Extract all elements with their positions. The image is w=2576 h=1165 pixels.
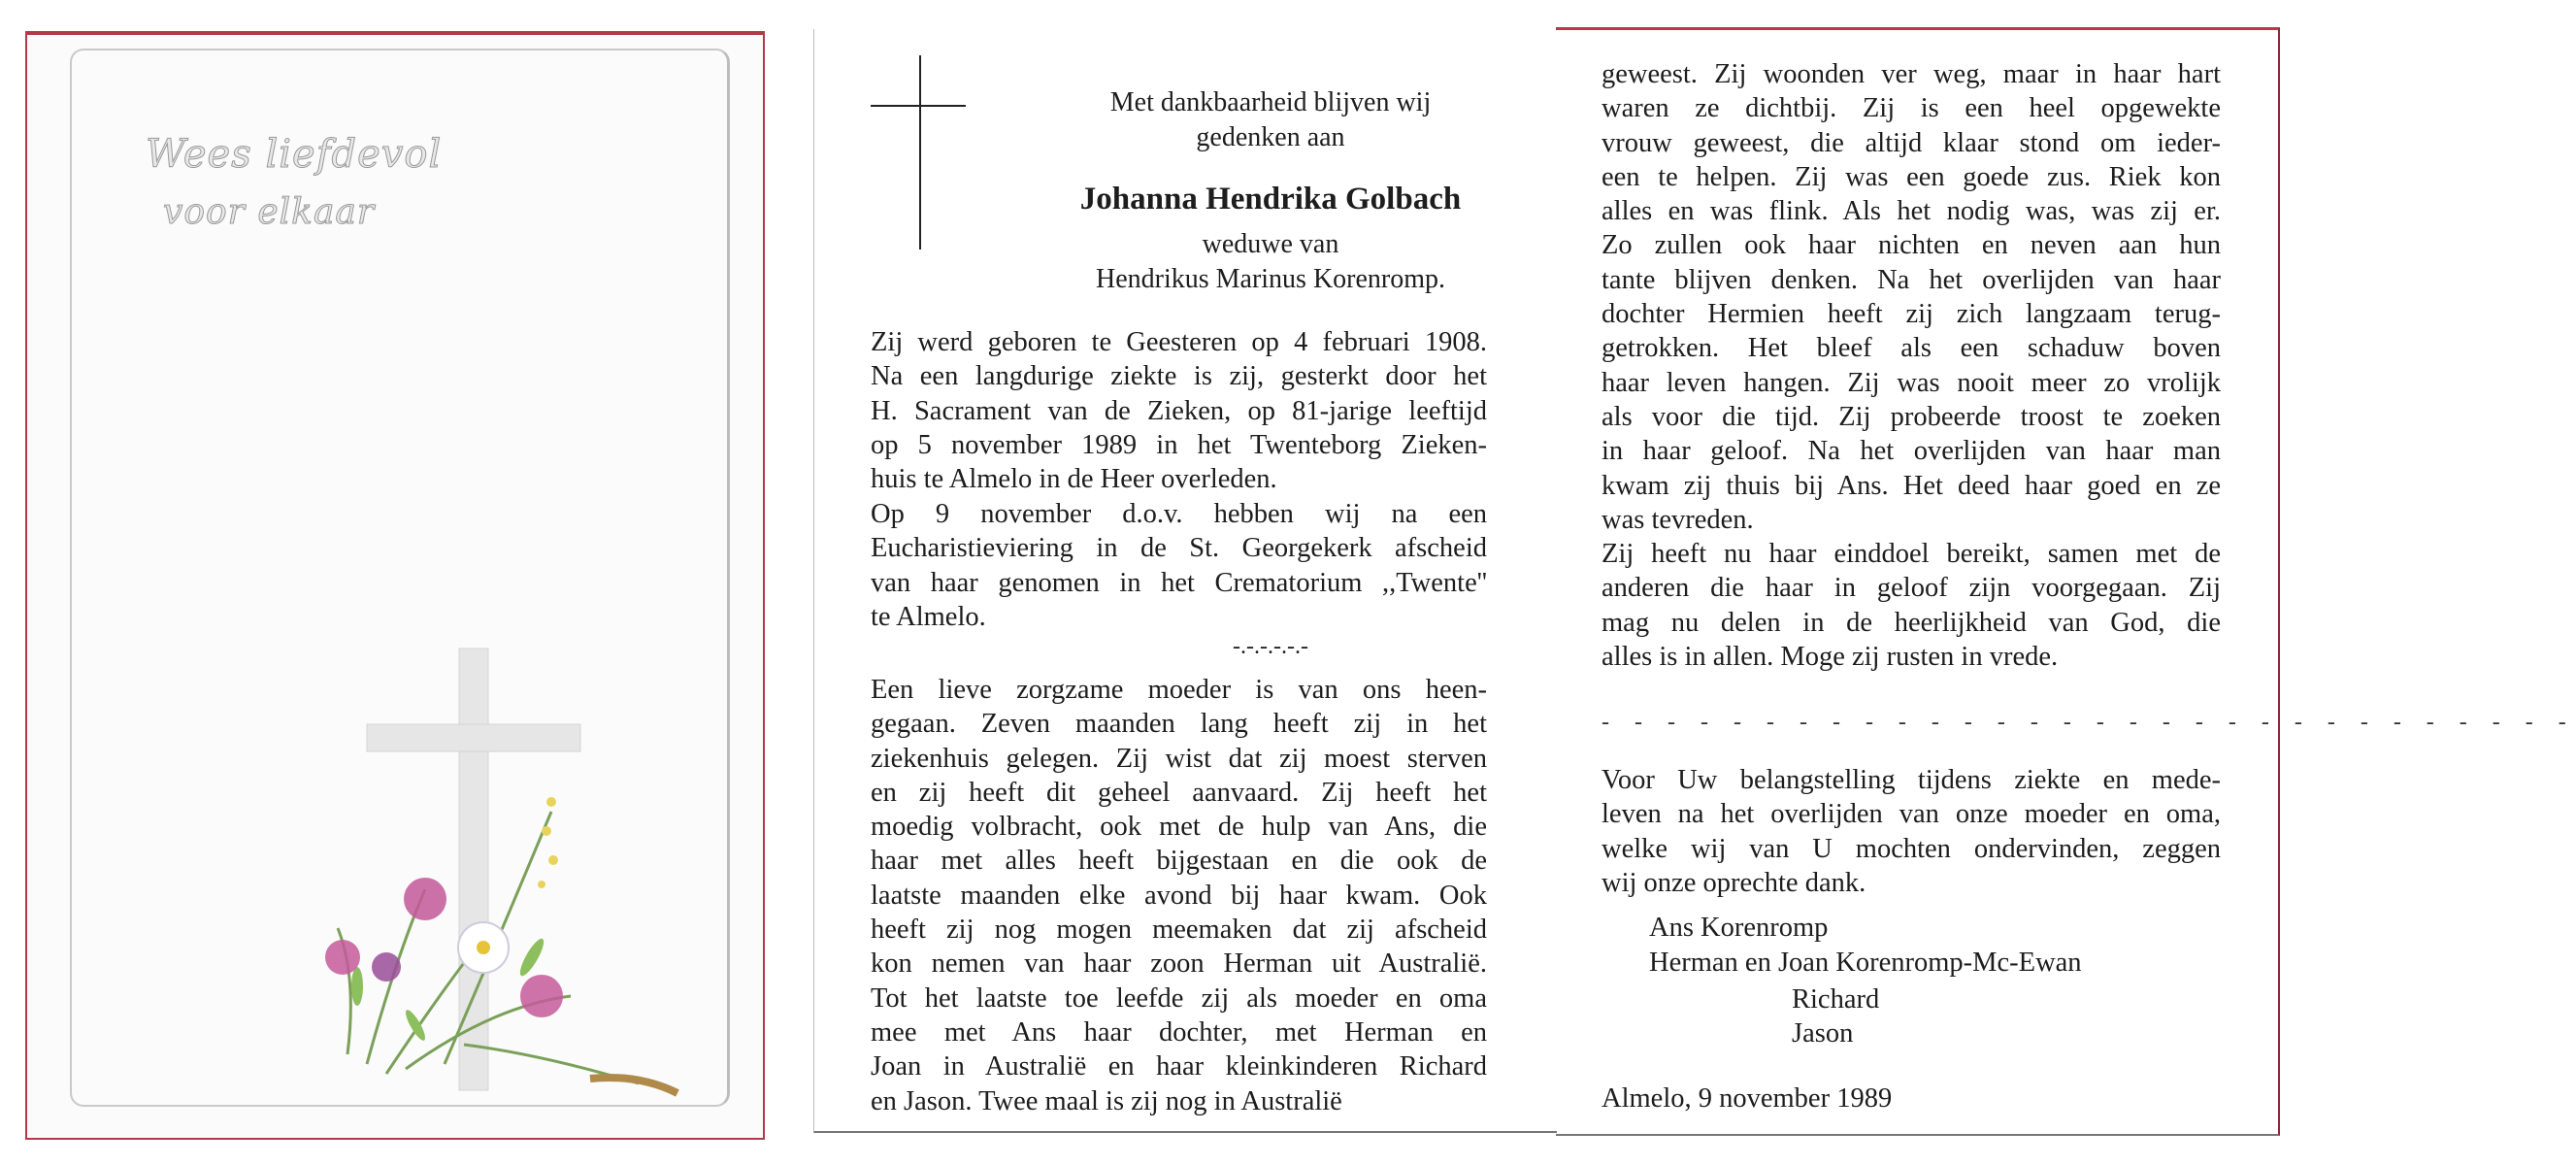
text-line: anderen die haar in geloof zijn voorgegaan. Zij <box>1602 573 2221 604</box>
cross-with-flowers-icon <box>250 637 755 1122</box>
intro-line-1: Met dankbaarheid blijven wij <box>1109 87 1432 117</box>
text-line: van haar genomen in het Crematorium ,,Twente'' <box>871 567 1487 598</box>
text-line: tante blijven denken. Na het overlijden van haar <box>1602 264 2221 295</box>
text-line: vrouw geweest, die altijd klaar stond om ieder- <box>1602 127 2221 158</box>
text-line: Een lieve zorgzame moeder is van ons heen- <box>871 675 1487 705</box>
text-line: Zij heeft nu haar einddoel bereikt, samen met de <box>1602 539 2221 569</box>
text-line: mee met Ans haar dochter, met Herman en <box>871 1016 1487 1048</box>
text-line: op 5 november 1989 in het Twenteborg Zieken- <box>871 429 1487 460</box>
place-date: Almelo, 9 november 1989 <box>1602 1083 1893 1114</box>
text-line: Zo zullen ook haar nichten en neven aan hun <box>1602 230 2221 261</box>
intro-line-2: gedenken aan <box>1196 122 1345 152</box>
paragraph-birth-death <box>871 325 1487 496</box>
grandchild-1: Richard <box>1792 984 1880 1015</box>
paragraph-tribute-continued <box>1602 57 2221 537</box>
text-line: als voor die tijd. Zij probeerde troost te zoeken <box>1602 401 2221 432</box>
deceased-name: Johanna Hendrika Golbach <box>1079 182 1462 216</box>
text-line: Na een langdurige ziekte is zij, gesterkt door het <box>871 361 1487 392</box>
text-line: te Almelo. <box>871 601 986 632</box>
text-line: laatste maanden elke avond bij haar kwam. Ook <box>871 880 1487 911</box>
text-line: leven na het overlijden van onze moeder en oma, <box>1602 799 2221 830</box>
text-line: H. Sacrament van de Zieken, op 81-jarige leeftijd <box>871 395 1487 426</box>
text-line: getrokken. Het bleef als een schaduw boven <box>1602 333 2221 364</box>
text-line: alles is in allen. Moge zij rusten in vrede. <box>1602 641 2059 672</box>
text-line: waren ze dichtbij. Zij is een heel opgewekte <box>1602 93 2221 124</box>
text-line: Zij werd geboren te Geesteren op 4 februari 1908. <box>871 327 1487 357</box>
text-line: Tot het laatste toe leefde zij als moeder en oma <box>871 982 1487 1014</box>
text-line: dochter Hermien heeft zij zich langzaam terug- <box>1602 299 2221 330</box>
husband-name: Hendrikus Marinus Korenromp. <box>1095 264 1446 294</box>
text-line: Op 9 november d.o.v. hebben wij na een <box>871 499 1487 529</box>
text-line: een te helpen. Zij was een goede zus. Riek kon <box>1602 161 2221 192</box>
card-front <box>25 31 765 1140</box>
widow-of: weduwe van <box>1202 229 1339 259</box>
text-line: heeft zij nog mogen meemaken dat zij afscheid <box>871 915 1487 946</box>
signatory-2: Herman en Joan Korenromp-Mc-Ewan <box>1649 948 2082 978</box>
text-line: Eucharistieviering in de St. Georgekerk afscheid <box>871 533 1487 564</box>
text-line: gegaan. Zeven maanden lang heeft zij in het <box>871 709 1487 740</box>
text-line: haar leven hangen. Zij was nooit meer zo vrolijk <box>1602 367 2221 398</box>
text-line: was tevreden. <box>1602 504 1754 535</box>
paragraph-rest-in-peace <box>1602 537 2221 674</box>
text-line: huis te Almelo in de Heer overleden. <box>871 464 1277 495</box>
text-line: ziekenhuis gelegen. Zij wist dat zij moest sterven <box>871 743 1487 774</box>
text-line: haar met alles heeft bijgestaan en die ook de <box>871 846 1487 877</box>
separator: -.-.-.-.-.- <box>1233 634 1308 659</box>
cross-vertical-icon <box>919 55 921 250</box>
inner-left-page <box>813 29 1557 1133</box>
motto-line-1: Wees liefdevol <box>146 132 443 177</box>
inner-right-page <box>1556 27 2576 1136</box>
signatory-1: Ans Korenromp <box>1649 913 1829 943</box>
text-line: geweest. Zij woonden ver weg, maar in haar hart <box>1602 59 2221 89</box>
text-line: in haar geloof. Na het overlijden van haar man <box>1602 436 2221 467</box>
paragraph-tribute <box>871 673 1487 1118</box>
text-line: kwam zij thuis bij Ans. Het deed haar goed en ze <box>1602 470 2221 501</box>
text-line: kon nemen van haar zoon Herman uit Australië. <box>871 949 1487 980</box>
text-line: en Jason. Twee maal is zij nog in Australië <box>871 1085 1342 1116</box>
motto-line-2: voor elkaar <box>163 192 376 232</box>
paragraph-thanks <box>1602 763 2221 900</box>
text-line: mag nu delen in de heerlijkheid van God, die <box>1602 607 2221 638</box>
text-line: wij onze oprechte dank. <box>1602 867 1866 898</box>
grandchild-2: Jason <box>1792 1018 1854 1048</box>
text-line: en zij heeft dit geheel aanvaard. Zij heeft het <box>871 777 1487 808</box>
dashed-divider: - - - - - - - - - - - - - - - - - - - - - - - - - - - - - - <box>1602 710 2576 735</box>
text-line: welke wij van U mochten ondervinden, zeggen <box>1602 833 2221 864</box>
text-line: alles en was flink. Als het nodig was, was zij er. <box>1602 196 2221 227</box>
text-line: Joan in Australië en haar kleinkinderen Richard <box>871 1051 1487 1082</box>
cross-horizontal-icon <box>871 105 966 107</box>
text-line: moedig volbracht, ook met de hulp van Ans, die <box>871 812 1487 843</box>
text-line: Voor Uw belangstelling tijdens ziekte en mede- <box>1602 765 2221 795</box>
paragraph-funeral <box>871 497 1487 634</box>
